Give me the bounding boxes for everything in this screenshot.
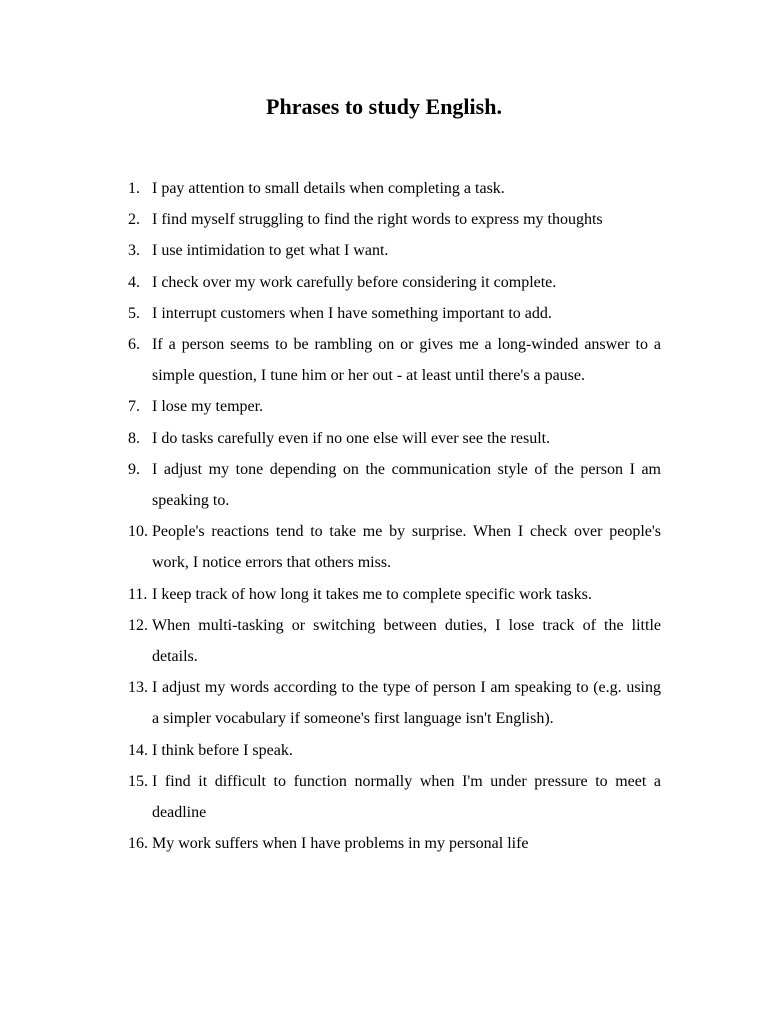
list-item-text: I think before I speak.: [152, 741, 293, 759]
phrase-list: [128, 173, 661, 859]
list-item: [128, 235, 661, 266]
list-item: [128, 766, 661, 828]
list-item-text: I adjust my tone depending on the communication style of the person I am speaking to.: [152, 460, 661, 510]
list-item-text: I interrupt customers when I have something important to add.: [152, 304, 552, 322]
list-item-number: 5.: [128, 304, 140, 322]
list-item-text: If a person seems to be rambling on or gives me a long-winded answer to a simple question, I tune him or her out - at least until there's a pause.: [152, 336, 661, 385]
list-item-number: 14.: [128, 741, 148, 759]
list-item: [128, 579, 661, 610]
list-item-number: 10.: [128, 523, 148, 541]
list-item-number: 12.: [128, 616, 148, 634]
list-item-number: 13.: [128, 679, 148, 697]
list-item: [128, 204, 661, 235]
list-item: [128, 391, 661, 422]
list-item-number: 3.: [128, 242, 140, 260]
page-title: Phrases to study English.: [266, 94, 502, 119]
list-item-text: I adjust my words according to the type of person I am speaking to (e.g. using a simpler vocabulary if someone's first language isn't English).: [152, 679, 661, 728]
list-item-text: I keep track of how long it takes me to complete specific work tasks.: [152, 585, 592, 603]
list-item: [128, 610, 661, 672]
list-item: [128, 672, 661, 734]
list-item-number: 7.: [128, 398, 140, 416]
list-item-number: 9.: [128, 460, 140, 478]
list-item: [128, 735, 661, 766]
list-item-number: 6.: [128, 336, 140, 354]
list-item-text: I do tasks carefully even if no one else will ever see the result.: [152, 429, 551, 447]
list-item-number: 2.: [128, 211, 140, 229]
list-item-number: 15.: [128, 772, 148, 790]
list-item-number: 8.: [128, 429, 140, 447]
list-item-text: I find it difficult to function normally when I'm under pressure to meet a deadline: [152, 772, 661, 822]
list-item-text: I check over my work carefully before considering it complete.: [152, 273, 557, 291]
list-item-number: 11.: [128, 585, 148, 603]
list-item: [128, 516, 661, 578]
list-item-number: 4.: [128, 273, 140, 291]
list-item-text: People's reactions tend to take me by surprise. When I check over people's work, I notice errors that others miss.: [152, 523, 661, 572]
list-item: [128, 454, 661, 516]
list-item: [128, 173, 661, 204]
list-item: [128, 267, 661, 298]
list-item-number: 1.: [128, 180, 140, 197]
list-item-text: I lose my temper.: [152, 398, 264, 416]
list-item-text: I use intimidation to get what I want.: [152, 242, 389, 260]
list-item: [128, 828, 661, 859]
list-item-number: 16.: [128, 835, 148, 853]
list-item-text: I find myself struggling to find the right words to express my thoughts: [152, 211, 603, 229]
list-item-text: My work suffers when I have problems in my personal life: [152, 835, 529, 853]
list-item: [128, 298, 661, 329]
list-item: [128, 423, 661, 454]
list-item-text: I pay attention to small details when completing a task.: [152, 180, 505, 197]
list-item-text: When multi-tasking or switching between duties, I lose track of the little details.: [152, 616, 661, 666]
list-item: [128, 329, 661, 391]
